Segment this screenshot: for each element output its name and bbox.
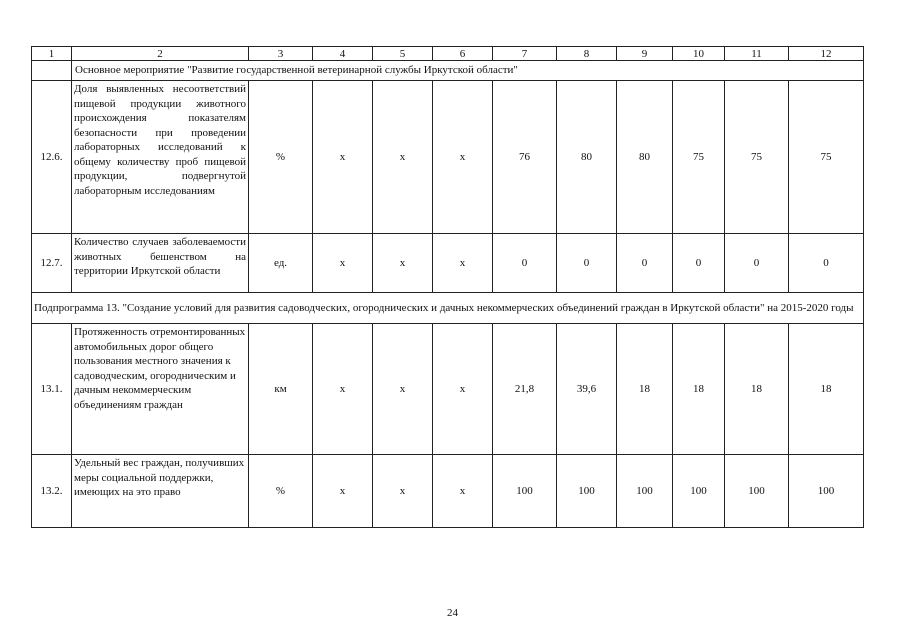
value-cell: 18 [725,324,789,455]
value-cell: 39,6 [557,324,617,455]
value-cell: 100 [493,455,557,528]
column-number: 8 [557,47,617,61]
value-cell: х [433,234,493,293]
table-row [32,234,864,293]
row-number: 13.1. [32,324,72,455]
value-cell: 75 [725,81,789,234]
row-number: 12.6. [32,81,72,234]
section-title-row [32,61,864,81]
unit-cell: км [249,324,313,455]
value-cell: 0 [557,234,617,293]
value-cell: х [433,324,493,455]
value-cell: 100 [725,455,789,528]
indicator-name: Протяженность отремонтированных автомобильных дорог общего пользования местного значения к садоводческим, огородническим и дачным некоммерческим объединениям граждан [72,324,249,455]
column-number: 1 [32,47,72,61]
column-number: 4 [313,47,373,61]
value-cell: х [313,324,373,455]
row-number: 12.7. [32,234,72,293]
table-row [32,324,864,455]
indicator-name: Доля выявленных несоответствий пищевой продукции животного происхождения показателям безопасности при проведении лабораторных исследований к общему количеству проб пищевой продукции, подвергнутой лабораторным исследованиям [72,81,249,234]
value-cell: 21,8 [493,324,557,455]
value-cell: 18 [617,324,673,455]
page-number: 24 [447,607,458,619]
value-cell: 18 [673,324,725,455]
value-cell: 0 [673,234,725,293]
column-number: 10 [673,47,725,61]
column-number-row [32,47,864,61]
indicator-name: Количество случаев заболеваемости животных бешенством на территории Иркутской области [72,234,249,293]
value-cell: х [373,81,433,234]
value-cell: 100 [673,455,725,528]
value-cell: 18 [789,324,864,455]
value-cell: 75 [789,81,864,234]
row-number: 13.2. [32,455,72,528]
empty-cell [32,61,72,81]
value-cell: 0 [493,234,557,293]
subprogram-title-row [32,293,864,324]
value-cell: 80 [557,81,617,234]
table-row [32,81,864,234]
table-row [32,455,864,528]
value-cell: 100 [617,455,673,528]
column-number: 2 [72,47,249,61]
value-cell: 100 [789,455,864,528]
unit-cell: ед. [249,234,313,293]
value-cell: 76 [493,81,557,234]
value-cell: 0 [789,234,864,293]
value-cell: х [373,324,433,455]
column-number: 3 [249,47,313,61]
value-cell: 0 [725,234,789,293]
subprogram-title: Подпрограмма 13. "Создание условий для развития садоводческих, огороднических и дачных некоммерческих объединений граждан в Иркутской области" на 2015-2020 годы [32,293,864,324]
value-cell: х [373,234,433,293]
column-number: 6 [433,47,493,61]
value-cell: х [433,81,493,234]
section-title: Основное мероприятие "Развитие государственной ветеринарной службы Иркутской области" [72,61,864,81]
value-cell: 80 [617,81,673,234]
unit-cell: % [249,455,313,528]
value-cell: х [313,234,373,293]
unit-cell: % [249,81,313,234]
value-cell: х [433,455,493,528]
column-number: 7 [493,47,557,61]
value-cell: 0 [617,234,673,293]
value-cell: х [373,455,433,528]
value-cell: х [313,455,373,528]
column-number: 12 [789,47,864,61]
value-cell: 75 [673,81,725,234]
value-cell: х [313,81,373,234]
indicator-name: Удельный вес граждан, получивших меры социальной поддержки, имеющих на это право [72,455,249,528]
column-number: 5 [373,47,433,61]
indicators-table [31,46,864,528]
value-cell: 100 [557,455,617,528]
column-number: 11 [725,47,789,61]
column-number: 9 [617,47,673,61]
